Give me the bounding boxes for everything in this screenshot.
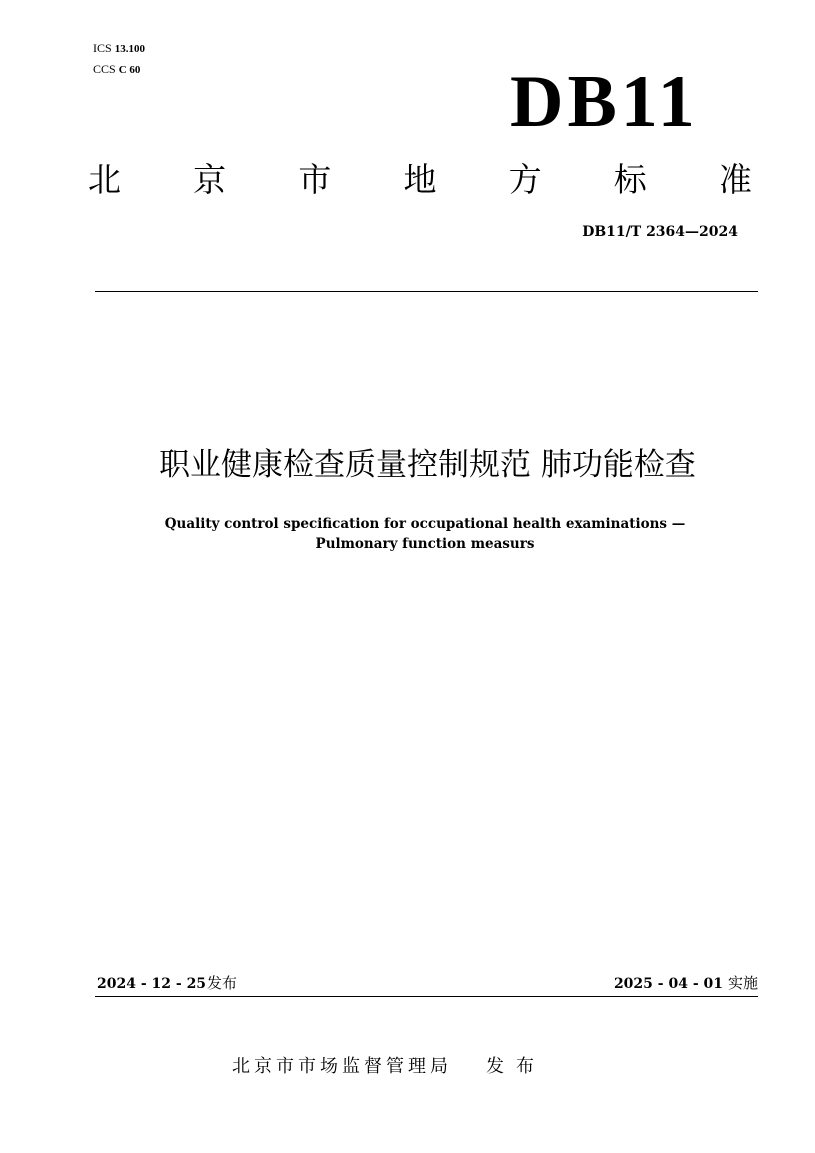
standard-type-char: 京 <box>193 160 227 199</box>
standard-type-char: 方 <box>508 160 542 199</box>
title-english-line-2: Pulmonary function measurs <box>315 536 535 552</box>
title-chinese: 职业健康检查质量控制规范 肺功能检查 <box>159 447 696 483</box>
top-divider <box>95 291 758 292</box>
standard-type-char: 地 <box>403 160 437 199</box>
ccs-code: C 60 <box>118 64 141 76</box>
ccs-label: CCS <box>93 62 116 76</box>
issue-label: 发布 <box>207 974 238 992</box>
title-english-line-1: Quality control specification for occupational health examinations — <box>164 516 686 532</box>
standard-mark: DB11 <box>510 61 699 143</box>
standard-type <box>88 158 752 202</box>
issue-date-block <box>97 973 237 994</box>
ics-code: 13.100 <box>114 43 145 55</box>
ccs-line <box>93 62 140 78</box>
standard-type-char: 市 <box>298 160 332 199</box>
issue-date: 2024 - 12 - 25 <box>97 976 207 992</box>
ics-line <box>93 41 145 57</box>
implement-date: 2025 - 04 - 01 <box>613 976 723 992</box>
implement-date-block <box>614 973 758 994</box>
ics-label: ICS <box>93 41 112 55</box>
standard-type-char: 标 <box>613 160 647 199</box>
standard-type-char: 北 <box>88 160 121 199</box>
title-english <box>90 514 760 554</box>
publisher <box>232 1054 546 1080</box>
bottom-divider <box>95 996 758 997</box>
publisher-action: 发布 <box>486 1056 546 1077</box>
standard-type-char: 准 <box>718 160 752 199</box>
implement-label: 实施 <box>727 974 758 992</box>
publisher-name: 北京市市场监督管理局 <box>232 1056 452 1077</box>
standard-number: DB11/T 2364—2024 <box>582 224 738 240</box>
